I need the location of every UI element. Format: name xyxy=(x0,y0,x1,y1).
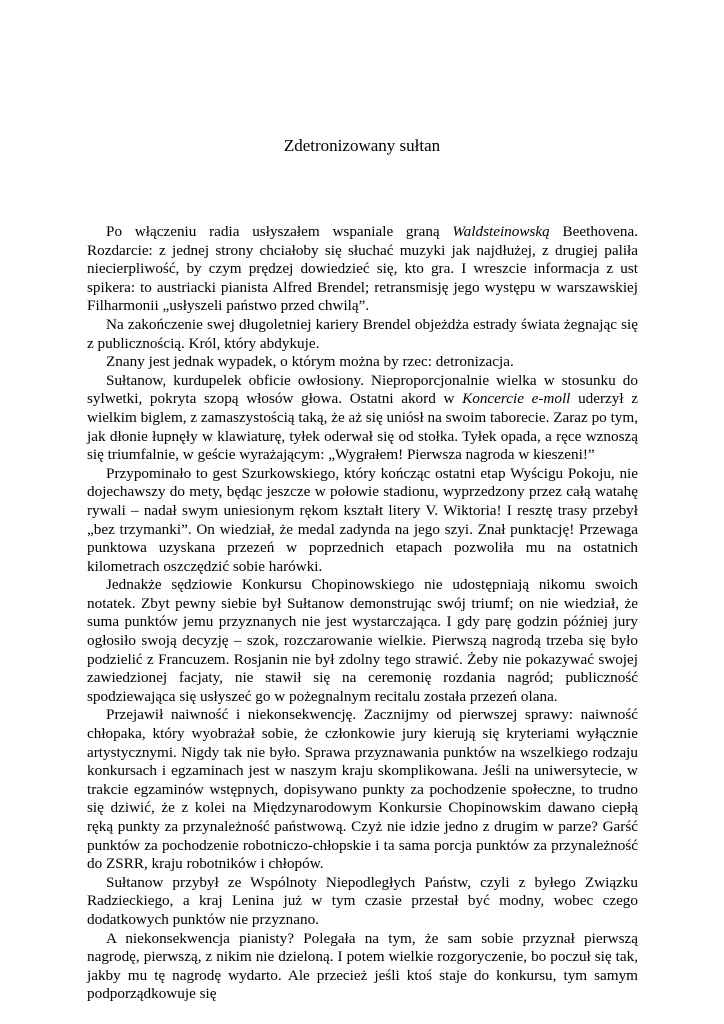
italic-title: Waldsteinowską xyxy=(452,223,550,240)
paragraph: Przejawił naiwność i niekonsekwencję. Zacznijmy od pierwszej sprawy: naiwność chłopaka, który wyobrażał sobie, że członkowie jury kierują się kryteriami wyłącznie artystycznymi. Nigdy tak nie było. Sprawa przyznawania punktów na wszelkiego rodzaju konkursach i egzaminach jest w naszym kraju skomplikowana. Jeśli na uniwersytecie, w trakcie egzaminów wstępnych, dopisywano punkty za pochodzenie społeczne, to trudno się dziwić, że z kolei na Międzynarodowym Konkursie Chopinowskim dawano ciepłą ręką punkty za przynależność państwową. Czyż nie idzie jedno z drugim w parze? Garść punktów za pochodzenie robotniczo-chłopskie i ta sama porcja punktów za przynależność do ZSRR, kraju robotników i chłopów. xyxy=(87,706,638,873)
paragraph: Znany jest jednak wypadek, o którym można by rzec: detronizacja. xyxy=(106,353,514,371)
paragraph: Na zakończenie swej długoletniej kariery Brendel objeżdża estrady świata żegnając się z publicznością. Król, który abdykuje. xyxy=(87,315,638,352)
paragraph: Sułtanow, kurdupelek obficie owłosiony. Nieproporcjonalnie wielka w stosunku do sylwetki, pokryta szopą włosów głowa. Ostatni akord w Koncercie e-moll uderzył z wielkim biglem, z zamaszystością taką, że aż się uniósł na swoim taborecie. Zaraz po tym, jak dłonie łupnęły w klawiaturę, tyłek oderwał się od stołka. Tyłek opada, a ręce wznoszą się triumfalnie, w geście wyrażającym: „Wygrałem! Pierwsza nagroda w kieszeni!” xyxy=(87,371,639,464)
italic-title: Koncercie e-moll xyxy=(462,390,571,408)
paragraph: Sułtanow przybył ze Wspólnoty Niepodległych Państw, czyli z byłego Związku Radzieckiego, a kraj Lenina już w tym czasie przestał być modny, wobec czego dodatkowych punktów nie przyznano. xyxy=(87,873,638,928)
paragraph: Jednakże sędziowie Konkursu Chopinowskiego nie udostępniają nikomu swoich notatek. Zbyt pewny siebie był Sułtanow demonstrując swój triumf; on nie wiedział, że suma punktów jemu przyznanych nie jest wystarczająca. I gdy parę godzin później jury ogłosiło swoją decyzję – szok, rozczarowanie wielkie. Pierwszą nagrodą trzeba się było podzielić z Francuzem. Rosjanin nie był zdolny tego strawić. Żeby nie pokazywać swojej zawiedzionej facjaty, nie stawił się na ceremonię rozdania nagród; publiczność spodziewająca się usłyszeć go w pożegnalnym recitalu została przezeń olana. xyxy=(87,576,638,705)
paragraph: A niekonsekwencja pianisty? Polegała na tym, że sam sobie przyznał pierwszą nagrodę, pierwszą, z nikim nie dzieloną. I potem wielkie rozgoryczenie, bo poczuł się tak, jakby mu tę nagrodę wydarto. Ale przecież jeśli ktoś staje do konkursu, tym samym podporządkowuje się xyxy=(87,929,638,1003)
paragraph: Po włączeniu radia usłyszałem wspaniale graną Waldsteinowską Beethovena. Rozdarcie: z jednej strony chciałoby się słuchać muzyki jak najdłużej, z drugiej paliła niecierpliwość, by czym prędzej dowiedzieć się, kto gra. I wreszcie informacja z ust spikera: to austriacki pianista Alfred Brendel; retransmisję jego występu w warszawskiej Filharmonii „usłyszeli państwo przed chwilą”. xyxy=(87,223,638,315)
document-title: Zdetronizowany sułtan xyxy=(283,136,441,155)
document-body xyxy=(87,223,638,1004)
paragraph: Przypominało to gest Szurkowskiego, który kończąc ostatni etap Wyścigu Pokoju, nie dojechawszy do mety, będąc jeszcze w połowie stadionu, wyprzedzony przez całą watahę rywali – nadał swym uniesionym rękom kształt litery V. Wiktoria! I resztę trasy przebył „bez trzymanki”. On wiedział, że medal zadynda na jego szyi. Znał punktację! Przewaga punktowa uzyskana przezeń w poprzednich etapach pozwoliła mu na ostatnich kilometrach oszczędzić sobie harówki. xyxy=(87,464,638,575)
